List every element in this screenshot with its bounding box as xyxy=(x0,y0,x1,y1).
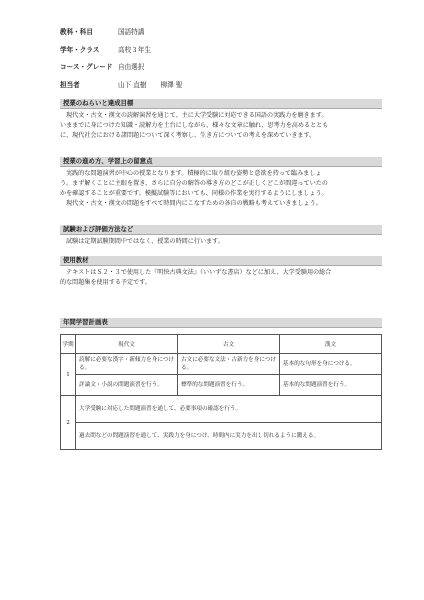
course-value: 自由選択 xyxy=(118,63,145,71)
goals-line: いままでに身につけた知識・読解力を土台にしながら、様々な文章に触れ、思考力を高めるととも xyxy=(60,122,329,129)
course-label: コース・グレード xyxy=(60,63,113,71)
goals-body xyxy=(60,109,382,141)
teacher-1: 山下 直樹 xyxy=(118,80,147,89)
materials-line: テキストはＳ２・３で使用した『明快古典文法』（いいずな書店）などに加え、大学受験用の総合 xyxy=(66,269,332,276)
table-row xyxy=(61,354,382,375)
table-cell: 古文に必要な文法・古新力を身につける。 xyxy=(178,354,280,375)
table-header-row xyxy=(61,335,382,354)
term-2-label: 2 xyxy=(61,396,76,450)
grade-value: 高校３年生 xyxy=(118,45,151,54)
table-cell: 評論文・小説の問題演習を行う。 xyxy=(76,375,178,396)
subject-value: 国語特講 xyxy=(118,28,145,36)
teacher-label: 担当者 xyxy=(60,80,80,89)
header-term: 学期 xyxy=(61,335,76,354)
subject-row xyxy=(60,26,182,44)
evaluation-section xyxy=(60,225,382,247)
table-cell: 大学受験に対応した問題演習を通して、必要事項の確認を行う。 xyxy=(76,396,382,423)
method-line: 実践的な問題演習が中心の授業となります。積極的に取り組む姿勢と意欲を持って臨みましょ xyxy=(66,170,322,177)
method-body xyxy=(60,167,382,209)
materials-body xyxy=(60,266,382,288)
table-cell: 過去問などの問題演習を通して、実践力を身につけ、時間内に実力を出し切れるように鍛える。 xyxy=(76,423,382,450)
plan-table xyxy=(60,334,382,450)
method-line: かを確認することが重要です。模擬試験等においても、同様の作業を実行するようにしましょう。 xyxy=(60,190,328,197)
term-1-label: 1 xyxy=(61,354,76,396)
table-row xyxy=(61,375,382,396)
header-chinese: 漢文 xyxy=(280,335,382,354)
goals-heading: 授業のねらいと達成目標 xyxy=(60,99,382,109)
table-cell: 基本的な句形を身につける。 xyxy=(280,354,382,375)
plan-heading: 年間学習計画表 xyxy=(60,318,382,328)
teacher-row xyxy=(60,79,182,97)
grade-row xyxy=(60,44,182,62)
method-section xyxy=(60,157,382,209)
materials-line: 的な問題集を使用する予定です。 xyxy=(60,279,151,286)
evaluation-heading: 試験および評価方法など xyxy=(60,225,382,235)
subject-label: 教科・科目 xyxy=(60,28,93,36)
header-classical: 古文 xyxy=(178,335,280,354)
goals-section xyxy=(60,99,382,141)
table-row xyxy=(61,423,382,450)
table-row xyxy=(61,396,382,423)
goals-line: に、現代社会における諸問題について深く考察し、生き方についての考えを深めていきます。 xyxy=(60,132,316,139)
header-modern: 現代文 xyxy=(76,335,178,354)
method-line: う。まず解くことに主眼を置き、さらに自分の解答の導き方のどこが正しくどこが間違っていたの xyxy=(60,180,328,187)
table-cell: 読解に必要な漢字・新傾力を身につける。 xyxy=(76,354,178,375)
course-row xyxy=(60,61,182,79)
plan-section xyxy=(60,318,382,328)
evaluation-body xyxy=(60,235,382,247)
materials-heading: 使用教材 xyxy=(60,256,382,266)
evaluation-line: 試験は定期試験期間中ではなく、授業の時間に行います。 xyxy=(66,238,224,245)
teacher-2: 柳澤 聖 xyxy=(160,80,183,89)
table-cell: 基本的な問題演習を行う。 xyxy=(280,375,382,396)
course-meta xyxy=(60,26,182,96)
grade-label: 学年・クラス xyxy=(60,45,100,54)
table-cell: 標準的な問題演習を行う。 xyxy=(178,375,280,396)
method-heading: 授業の進め方、学習上の留意点 xyxy=(60,157,382,167)
method-line: 現代文・古文・漢文の問題をすべて時間内にこなすための各自の戦略も考えていきましょう。 xyxy=(66,200,322,207)
materials-section xyxy=(60,256,382,288)
goals-line: 現代文・古文・漢文の読解演習を通じて、主に大学受験に対応できる国語の実践力を磨きます。 xyxy=(66,112,328,119)
